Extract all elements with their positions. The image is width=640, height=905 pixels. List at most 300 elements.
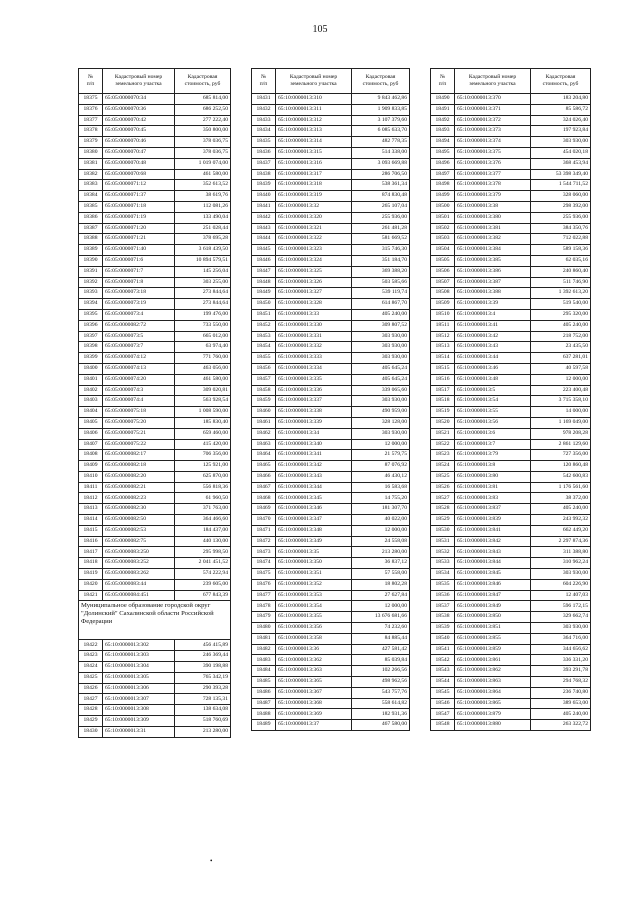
table-row [252, 299, 410, 310]
cadastral-value: 243 992,32 [531, 515, 591, 526]
table-row [79, 651, 231, 662]
cadastral-number: 65:10:0000013:39 [455, 299, 531, 310]
cadastral-number: 65:05:0000070:48 [103, 158, 175, 169]
cadastral-number: 65:05:0000073:19 [103, 299, 175, 310]
header-number: № п/п [431, 69, 455, 94]
cadastral-number: 65:05:0000082:72 [103, 320, 175, 331]
table-row [79, 471, 231, 482]
table-row [79, 223, 231, 234]
cadastral-value: 686 252,50 [175, 104, 231, 115]
table-row [79, 126, 231, 137]
row-number: 18401 [79, 374, 103, 385]
row-number: 18499 [431, 191, 455, 202]
cadastral-value: 378 036,75 [175, 137, 231, 148]
cadastral-number: 65:10:0000013:333 [276, 353, 352, 364]
cadastral-value: 542 600,83 [531, 471, 591, 482]
row-number: 18414 [79, 515, 103, 526]
cadastral-number: 65:05:0000082:21 [103, 482, 175, 493]
cadastral-number: 65:10:0000013:372 [455, 115, 531, 126]
table-row [252, 266, 410, 277]
row-number: 18405 [79, 417, 103, 428]
cadastral-number: 65:10:0000013:378 [455, 180, 531, 191]
row-number: 18389 [79, 245, 103, 256]
table-row [252, 525, 410, 536]
table-row [79, 255, 231, 266]
row-number: 18416 [79, 536, 103, 547]
cadastral-value: 467 580,00 [352, 720, 410, 731]
row-number: 18466 [252, 471, 276, 482]
row-number: 18475 [252, 569, 276, 580]
row-number: 18391 [79, 266, 103, 277]
table-row [252, 342, 410, 353]
cadastral-value: 1 019 074,00 [175, 158, 231, 169]
cadastral-value: 240 860,40 [531, 266, 591, 277]
table-row [79, 94, 231, 105]
table-row [252, 407, 410, 418]
cadastral-value: 733 550,00 [175, 320, 231, 331]
cadastral-value: 125 921,00 [175, 461, 231, 472]
cadastral-value: 978 208,28 [531, 428, 591, 439]
cadastral-number: 65:10:0000013:369 [276, 709, 352, 720]
table-column-2 [251, 68, 410, 731]
table-row [79, 191, 231, 202]
cadastral-value: 303 255,00 [175, 277, 231, 288]
cadastral-value: 181 307,70 [352, 504, 410, 515]
cadastral-value: 6 085 633,70 [352, 126, 410, 137]
row-number: 18439 [252, 180, 276, 191]
cadastral-number: 65:10:0000013:307 [103, 694, 175, 705]
cadastral-value: 539 119,74 [352, 288, 410, 299]
row-number: 18525 [431, 471, 455, 482]
cadastral-number: 65:05:0000082:75 [103, 536, 175, 547]
row-number: 18523 [431, 450, 455, 461]
cadastral-number: 65:10:0000013:345 [276, 493, 352, 504]
table-row [79, 493, 231, 504]
cadastral-number: 65:10:0000013:379 [455, 191, 531, 202]
row-number: 18393 [79, 288, 103, 299]
row-number: 18536 [431, 590, 455, 601]
cadastral-value: 309 020,81 [175, 385, 231, 396]
header-cadastral-value: Кадастровая стоимость, руб [531, 69, 591, 94]
row-number: 18454 [252, 342, 276, 353]
cadastral-value: 328 060,00 [531, 191, 591, 202]
row-number: 18417 [79, 547, 103, 558]
table-row [431, 245, 591, 256]
cadastral-number: 65:10:0000013:330 [276, 320, 352, 331]
cadastral-value: 389 653,00 [531, 698, 591, 709]
cadastral-value: 10 894 579,51 [175, 255, 231, 266]
cadastral-value: 21 579,75 [352, 450, 410, 461]
cadastral-value: 239 605,00 [175, 579, 231, 590]
cadastral-number: 65:10:0000013:365 [276, 677, 352, 688]
cadastral-value: 405 645,24 [352, 363, 410, 374]
cadastral-value: 339 065,60 [352, 385, 410, 396]
table-row [431, 266, 591, 277]
row-number: 18539 [431, 623, 455, 634]
cadastral-value: 18 802,28 [352, 579, 410, 590]
row-number: 18507 [431, 277, 455, 288]
table-row [79, 266, 231, 277]
cadastral-number: 65:10:0000013:346 [276, 504, 352, 515]
row-number: 18394 [79, 299, 103, 310]
cadastral-number: 65:10:0000013:336 [276, 385, 352, 396]
table-row [252, 536, 410, 547]
cadastral-number: 65:10:0000013:849 [455, 601, 531, 612]
row-number: 18478 [252, 601, 276, 612]
table-row [252, 558, 410, 569]
cadastral-value: 74 232,60 [352, 623, 410, 634]
row-number: 18481 [252, 633, 276, 644]
row-number: 18547 [431, 709, 455, 720]
cadastral-value: 538 361,34 [352, 180, 410, 191]
table-row [431, 158, 591, 169]
table-row [431, 309, 591, 320]
cadastral-value: 1 176 561,60 [531, 482, 591, 493]
cadastral-number: 65:10:0000013:862 [455, 666, 531, 677]
cadastral-number: 65:10:0000013:351 [276, 569, 352, 580]
row-number: 18498 [431, 180, 455, 191]
cadastral-value: 102 266,56 [352, 666, 410, 677]
row-number: 18500 [431, 201, 455, 212]
cadastral-value: 303 930,00 [531, 623, 591, 634]
row-number: 18494 [431, 137, 455, 148]
table-row [252, 687, 410, 698]
cadastral-number: 65:10:0000013:32 [276, 201, 352, 212]
table-header-row [431, 69, 591, 94]
table-row [79, 417, 231, 428]
cadastral-number: 65:05:0000071:37 [103, 191, 175, 202]
row-number: 18382 [79, 169, 103, 180]
cadastral-number: 65:10:0000013:37 [276, 720, 352, 731]
row-number: 18519 [431, 407, 455, 418]
table-row [79, 450, 231, 461]
cadastral-number: 65:05:0000074:4 [103, 396, 175, 407]
table-row [431, 450, 591, 461]
row-number: 18524 [431, 461, 455, 472]
cadastral-number: 65:05:0000083:44 [103, 579, 175, 590]
table-row [79, 396, 231, 407]
table-row [79, 482, 231, 493]
cadastral-value: 3 715 358,10 [531, 396, 591, 407]
cadastral-number: 65:10:0000013:304 [103, 662, 175, 673]
table-row [252, 515, 410, 526]
row-number: 18446 [252, 255, 276, 266]
row-number: 18508 [431, 288, 455, 299]
cadastral-number: 65:10:0000013:315 [276, 147, 352, 158]
cadastral-number: 65:10:0000013:310 [276, 94, 352, 105]
cadastral-value: 461 580,00 [175, 169, 231, 180]
row-number: 18504 [431, 245, 455, 256]
section-row [79, 601, 231, 640]
cadastral-number: 65:10:0000013:334 [276, 363, 352, 374]
cadastral-value: 120 860,48 [531, 461, 591, 472]
row-number: 18445 [252, 245, 276, 256]
table-row [431, 558, 591, 569]
cadastral-number: 65:10:0000013:864 [455, 687, 531, 698]
table-row [79, 547, 231, 558]
table-row [252, 439, 410, 450]
cadastral-value: 574 222,94 [175, 569, 231, 580]
cadastral-value: 38 372,00 [531, 493, 591, 504]
row-number: 18532 [431, 547, 455, 558]
row-number: 18431 [252, 94, 276, 105]
table-row [252, 363, 410, 374]
cadastral-number: 65:10:0000013:348 [276, 525, 352, 536]
table-row [431, 407, 591, 418]
table-row [431, 374, 591, 385]
row-number: 18488 [252, 709, 276, 720]
cadastral-value: 112 081,26 [175, 201, 231, 212]
cadastral-number: 65:10:0000013:55 [455, 407, 531, 418]
cadastral-value: 303 930,00 [531, 137, 591, 148]
row-number: 18483 [252, 655, 276, 666]
row-number: 18535 [431, 579, 455, 590]
cadastral-value: 12 407,03 [531, 590, 591, 601]
table-row [252, 698, 410, 709]
table-row [79, 180, 231, 191]
table-row [79, 428, 231, 439]
table-row [252, 666, 410, 677]
cadastral-value: 309 807,52 [352, 320, 410, 331]
row-number: 18447 [252, 266, 276, 277]
cadastral-number: 65:10:0000013:79 [455, 450, 531, 461]
table-row [79, 353, 231, 364]
table-row [79, 726, 231, 737]
row-number: 18496 [431, 158, 455, 169]
table-row [252, 309, 410, 320]
table-row [79, 672, 231, 683]
table-row [431, 515, 591, 526]
cadastral-value: 295 320,00 [531, 309, 591, 320]
cadastral-number: 65:10:0000013:320 [276, 212, 352, 223]
cadastral-value: 255 936,00 [352, 212, 410, 223]
cadastral-number: 65:05:0000071:20 [103, 223, 175, 234]
table-row [431, 482, 591, 493]
table-column-3 [430, 68, 591, 731]
cadastral-number: 65:05:0000071:7 [103, 266, 175, 277]
table-row [252, 320, 410, 331]
cadastral-value: 303 930,00 [352, 331, 410, 342]
cadastral-table-3 [430, 68, 591, 731]
row-number: 18458 [252, 385, 276, 396]
cadastral-number: 65:10:0000013:43 [455, 342, 531, 353]
row-number: 18473 [252, 547, 276, 558]
cadastral-number: 65:10:0000013:56 [455, 417, 531, 428]
table-row [431, 255, 591, 266]
cadastral-value: 277 222,40 [175, 115, 231, 126]
cadastral-number: 65:10:0000013:309 [103, 716, 175, 727]
cadastral-number: 65:10:0000013:335 [276, 374, 352, 385]
cadastral-value: 38 619,76 [175, 191, 231, 202]
cadastral-number: 65:10:0000013:54 [455, 396, 531, 407]
cadastral-value: 712 022,88 [531, 234, 591, 245]
table-row [431, 169, 591, 180]
row-number: 18531 [431, 536, 455, 547]
row-number: 18509 [431, 299, 455, 310]
cadastral-value: 350 800,00 [175, 126, 231, 137]
table-row [79, 288, 231, 299]
table-row [79, 374, 231, 385]
cadastral-value: 685 814,00 [175, 94, 231, 105]
row-number: 18396 [79, 320, 103, 331]
cadastral-value: 236 740,80 [531, 687, 591, 698]
row-number: 18407 [79, 439, 103, 450]
cadastral-value: 604 226,90 [531, 579, 591, 590]
row-number: 18546 [431, 698, 455, 709]
cadastral-number: 65:10:0000013:387 [455, 277, 531, 288]
cadastral-value: 311 388,80 [531, 547, 591, 558]
cadastral-number: 65:10:0000013:385 [455, 255, 531, 266]
header-cadastral-number: Кадастровый номер земельного участка [103, 69, 175, 94]
row-number: 18537 [431, 601, 455, 612]
cadastral-number: 65:05:0000074:20 [103, 374, 175, 385]
cadastral-value: 14 755,20 [352, 493, 410, 504]
row-number: 18540 [431, 633, 455, 644]
row-number: 18452 [252, 320, 276, 331]
cadastral-value: 62 035,16 [531, 255, 591, 266]
cadastral-number: 65:05:0000070:42 [103, 115, 175, 126]
table-row [252, 374, 410, 385]
table-row [79, 234, 231, 245]
table-header-row [79, 69, 231, 94]
table-row [79, 363, 231, 374]
cadastral-value: 581 669,52 [352, 234, 410, 245]
table-row [252, 471, 410, 482]
table-row [431, 687, 591, 698]
table-row [431, 320, 591, 331]
cadastral-value: 27 627,84 [352, 590, 410, 601]
row-number: 18423 [79, 651, 103, 662]
cadastral-number: 65:10:0000013:42 [455, 331, 531, 342]
cadastral-value: 454 020,18 [531, 147, 591, 158]
row-number: 18514 [431, 353, 455, 364]
table-row [79, 342, 231, 353]
cadastral-number: 65:10:0000013:319 [276, 191, 352, 202]
table-row [252, 331, 410, 342]
table-row [431, 223, 591, 234]
cadastral-number: 65:10:0000013:841 [455, 525, 531, 536]
cadastral-value: 336 331,20 [531, 655, 591, 666]
cadastral-value: 3 618 439,50 [175, 245, 231, 256]
cadastral-value: 456 415,89 [175, 640, 231, 651]
row-number: 18395 [79, 309, 103, 320]
row-number: 18541 [431, 644, 455, 655]
table-row [431, 569, 591, 580]
cadastral-value: 40 597,58 [531, 363, 591, 374]
table-row [431, 428, 591, 439]
table-row [431, 720, 591, 731]
cadastral-value: 213 280,00 [175, 726, 231, 737]
row-number: 18490 [431, 94, 455, 105]
cadastral-number: 65:05:0000070:34 [103, 94, 175, 105]
header-cadastral-value: Кадастровая стоимость, руб [175, 69, 231, 94]
cadastral-value: 514 338,00 [352, 147, 410, 158]
cadastral-number: 65:10:0000013:7 [455, 439, 531, 450]
table-row [431, 137, 591, 148]
table-row [431, 655, 591, 666]
cadastral-number: 65:10:0000013:311 [276, 104, 352, 115]
table-row [252, 655, 410, 666]
cadastral-value: 298 392,00 [531, 201, 591, 212]
cadastral-value: 303 930,00 [352, 353, 410, 364]
table-row [79, 169, 231, 180]
cadastral-number: 65:10:0000013:306 [103, 683, 175, 694]
cadastral-number: 65:10:0000013:347 [276, 515, 352, 526]
header-number: № п/п [79, 69, 103, 94]
cadastral-value: 328 128,00 [352, 417, 410, 428]
row-number: 18521 [431, 428, 455, 439]
cadastral-value: 199 476,00 [175, 309, 231, 320]
row-number: 18477 [252, 590, 276, 601]
table-row [79, 439, 231, 450]
cadastral-number: 65:10:0000013:305 [103, 672, 175, 683]
row-number: 18384 [79, 191, 103, 202]
table-row [431, 536, 591, 547]
row-number: 18418 [79, 558, 103, 569]
row-number: 18453 [252, 331, 276, 342]
row-number: 18375 [79, 94, 103, 105]
table-row [79, 579, 231, 590]
cadastral-value: 393 291,78 [531, 666, 591, 677]
cadastral-value: 138 634,08 [175, 705, 231, 716]
row-number: 18510 [431, 309, 455, 320]
cadastral-value: 368 453,94 [531, 158, 591, 169]
row-number: 18486 [252, 687, 276, 698]
cadastral-value: 12 000,00 [531, 374, 591, 385]
cadastral-value: 261 481,28 [352, 223, 410, 234]
cadastral-value: 556 818,36 [175, 482, 231, 493]
table-row [252, 201, 410, 212]
table-row [431, 612, 591, 623]
row-number: 18392 [79, 277, 103, 288]
cadastral-number: 65:10:0000013:314 [276, 137, 352, 148]
cadastral-value: 87 076,92 [352, 461, 410, 472]
cadastral-value: 1 392 613,20 [531, 288, 591, 299]
cadastral-number: 65:05:0000082:50 [103, 515, 175, 526]
cadastral-value: 294 768,32 [531, 677, 591, 688]
row-number: 18406 [79, 428, 103, 439]
row-number: 18543 [431, 666, 455, 677]
cadastral-table-2 [251, 68, 410, 731]
table-row [431, 342, 591, 353]
cadastral-value: 364 466,60 [175, 515, 231, 526]
cadastral-number: 65:10:0000013:325 [276, 266, 352, 277]
row-number: 18408 [79, 450, 103, 461]
row-number: 18456 [252, 363, 276, 374]
row-number: 18548 [431, 720, 455, 731]
table-row [79, 385, 231, 396]
cadastral-value: 2 041 451,52 [175, 558, 231, 569]
cadastral-value: 482 778,35 [352, 137, 410, 148]
table-row [79, 309, 231, 320]
cadastral-value: 405 645,24 [352, 374, 410, 385]
table-row [252, 601, 410, 612]
row-number: 18474 [252, 558, 276, 569]
cadastral-number: 65:10:0000013:362 [276, 655, 352, 666]
table-row [79, 716, 231, 727]
cadastral-value: 727 356,00 [531, 450, 591, 461]
cadastral-number: 65:10:0000013:843 [455, 547, 531, 558]
cadastral-number: 65:10:0000013:303 [103, 651, 175, 662]
row-number: 18480 [252, 623, 276, 634]
cadastral-number: 65:10:0000013:5 [455, 385, 531, 396]
cadastral-value: 706 356,00 [175, 450, 231, 461]
row-number: 18517 [431, 385, 455, 396]
row-number: 18442 [252, 212, 276, 223]
cadastral-number: 65:10:0000013:44 [455, 353, 531, 364]
cadastral-value: 61 960,50 [175, 493, 231, 504]
row-number: 18513 [431, 342, 455, 353]
